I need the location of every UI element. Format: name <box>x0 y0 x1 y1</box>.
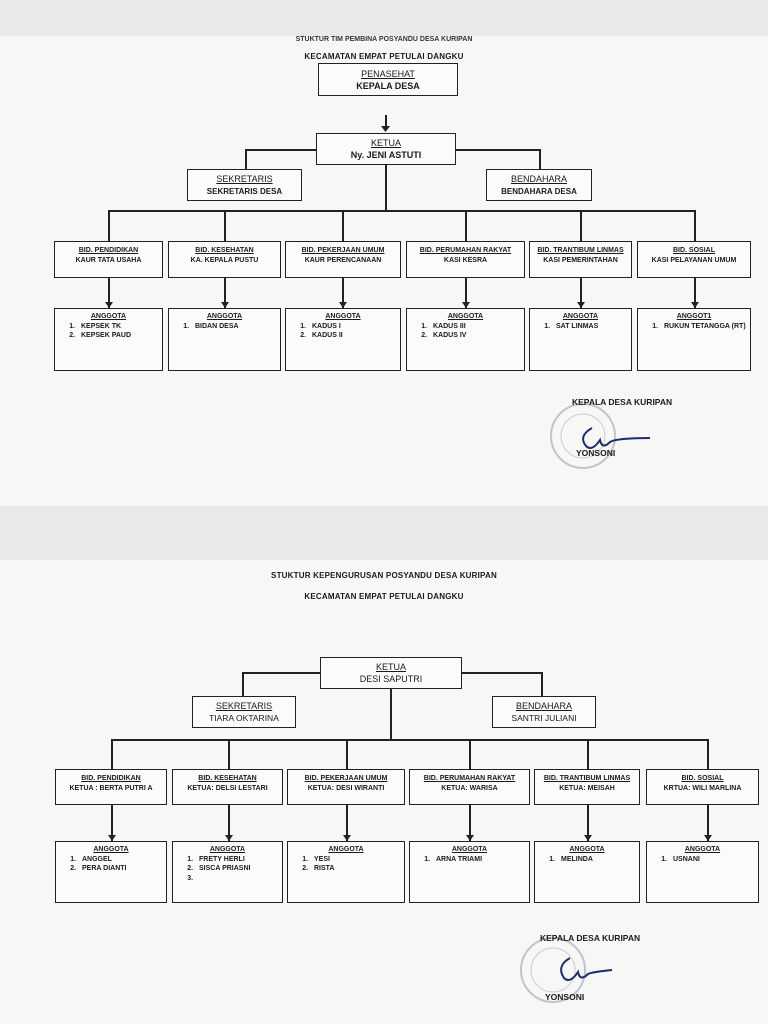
anggota-item: 1. MELINDA <box>557 855 639 865</box>
bidang-name: KETUA: MEISAH <box>559 785 615 792</box>
bidang-role: BID. PEKERJAAN UMUM <box>304 775 388 782</box>
bidang-role: BID. PEKERJAAN UMUM <box>301 247 385 254</box>
anggota-item: 1. YESI <box>310 855 404 865</box>
anggota-item: 1. RUKUN TETANGGA (RT) <box>660 322 750 332</box>
bidang-name: KAUR PERENCANAAN <box>304 257 382 264</box>
village-stamp-icon <box>0 560 768 1024</box>
anggota-item: 1. USNANI <box>669 855 758 865</box>
bidang-role: BID. TRANTIBUM LINMAS <box>537 247 624 254</box>
signature-title: KEPALA DESA KURIPAN <box>572 397 673 407</box>
bendahara-role: BENDAHARA <box>510 174 567 184</box>
bidang-name: KAUR TATA USAHA <box>75 257 142 264</box>
ketua-name: Ny. JENI ASTUTI <box>350 150 422 160</box>
anggota-item: 2. SISCA PRIASNI <box>195 864 282 874</box>
anggota-heading: ANGGOTA <box>451 846 488 853</box>
bidang-name: KA. KEPALA PUSTU <box>190 257 259 264</box>
bidang-role: BID. PERUMAHAN RAKYAT <box>423 775 516 782</box>
sekretaris-name: SEKRETARIS DESA <box>206 187 283 196</box>
anggota-item: 2. KADUS IV <box>429 331 524 341</box>
sheet2-title: STUKTUR KEPENGURUSAN POSYANDU DESA KURIPAN <box>271 571 497 580</box>
sheet1-subtitle: KECAMATAN EMPAT PETULAI DANGKU <box>304 52 464 61</box>
anggota-heading: ANGGOTA <box>569 846 605 853</box>
sheet1-title: STUKTUR TIM PEMBINA POSYANDU DESA KURIPAN <box>295 36 473 43</box>
signature-name: YONSONI <box>576 448 616 458</box>
penasehat-role: PENASEHAT <box>361 69 415 79</box>
anggota-heading: ANGGOTA <box>562 313 599 320</box>
sekretaris-role: SEKRETARIS <box>215 701 273 711</box>
anggota-heading: ANGGOTA <box>325 313 361 320</box>
anggota-item: 1. FRETY HERLI <box>195 855 282 865</box>
anggota-heading: ANGGOTA <box>90 313 127 320</box>
bendahara-name: SANTRI JULIANI <box>511 713 577 723</box>
bidang-name: KETUA: DELSI LESTARI <box>187 785 268 792</box>
sheet2-subtitle: KECAMATAN EMPAT PETULAI DANGKU <box>304 592 464 601</box>
bidang-name: KETUA: DESI WIRANTI <box>307 785 385 792</box>
bidang-role: BID. SOSIAL <box>672 247 715 254</box>
anggota-item: 1. BIDAN DESA <box>191 322 280 332</box>
org-chart-sheet-pembina <box>0 36 768 506</box>
signature-title: KEPALA DESA KURIPAN <box>540 933 641 943</box>
anggota-item: 2. KADUS II <box>308 331 400 341</box>
bidang-name: KASI PELAYANAN UMUM <box>651 257 737 264</box>
anggota-item: 2. RISTA <box>310 864 404 874</box>
bidang-name: KETUA : BERTA PUTRI A <box>69 785 153 792</box>
village-stamp-icon <box>0 36 768 506</box>
anggota-heading: ANGGOTA <box>209 846 246 853</box>
bidang-name: KETUA: WARISA <box>441 785 498 792</box>
anggota-item: 1. ARNA TRIAMI <box>432 855 529 865</box>
bidang-role: BID. TRANTIBUM LINMAS <box>543 775 631 782</box>
bidang-role: BID. KESEHATAN <box>195 247 254 254</box>
signature-name: YONSONI <box>545 992 585 1002</box>
sekretaris-role: SEKRETARIS <box>216 174 273 184</box>
bidang-name: KASI PEMERINTAHAN <box>543 257 618 264</box>
org-chart-sheet-kepengurusan <box>0 560 768 1024</box>
anggota-heading: ANGGOTA <box>93 846 129 853</box>
bidang-role: BID. SOSIAL <box>681 775 724 782</box>
anggota-item: 1. KADUS I <box>308 322 400 332</box>
bidang-role: BID. PERUMAHAN RAKYAT <box>419 247 512 254</box>
bendahara-name: BENDAHARA DESA <box>501 187 577 196</box>
bidang-name: KRTUA: WILI MARLINA <box>663 785 742 792</box>
bendahara-role: BENDAHARA <box>515 701 572 711</box>
anggota-heading: ANGGOTA <box>206 313 243 320</box>
anggota-item: 1. ANGGEL <box>78 855 166 865</box>
bidang-role: BID. KESEHATAN <box>198 775 257 782</box>
anggota-item: 2. PERA DIANTI <box>78 864 166 874</box>
penasehat-name: KEPALA DESA <box>356 81 420 91</box>
anggota-item: 1. KEPSEK TK <box>77 322 162 332</box>
ketua-name: DESI SAPUTRI <box>359 674 423 684</box>
sekretaris-name: TIARA OKTARINA <box>209 713 279 723</box>
anggota-heading: ANGGOT1 <box>676 313 712 320</box>
anggota-heading: ANGGOTA <box>447 313 484 320</box>
bidang-role: BID. PENDIDIKAN <box>81 775 141 782</box>
ketua-role: KETUA <box>375 662 406 672</box>
bidang-role: BID. PENDIDIKAN <box>78 247 139 254</box>
anggota-heading: ANGGOTA <box>328 846 364 853</box>
anggota-heading: ANGGOTA <box>684 846 721 853</box>
anggota-item: 1. KADUS III <box>429 322 524 332</box>
bidang-name: KASI KESRA <box>443 257 488 264</box>
anggota-item: 1. SAT LINMAS <box>552 322 631 332</box>
ketua-role: KETUA <box>370 138 401 148</box>
anggota-item: 2. KEPSEK PAUD <box>77 331 162 341</box>
